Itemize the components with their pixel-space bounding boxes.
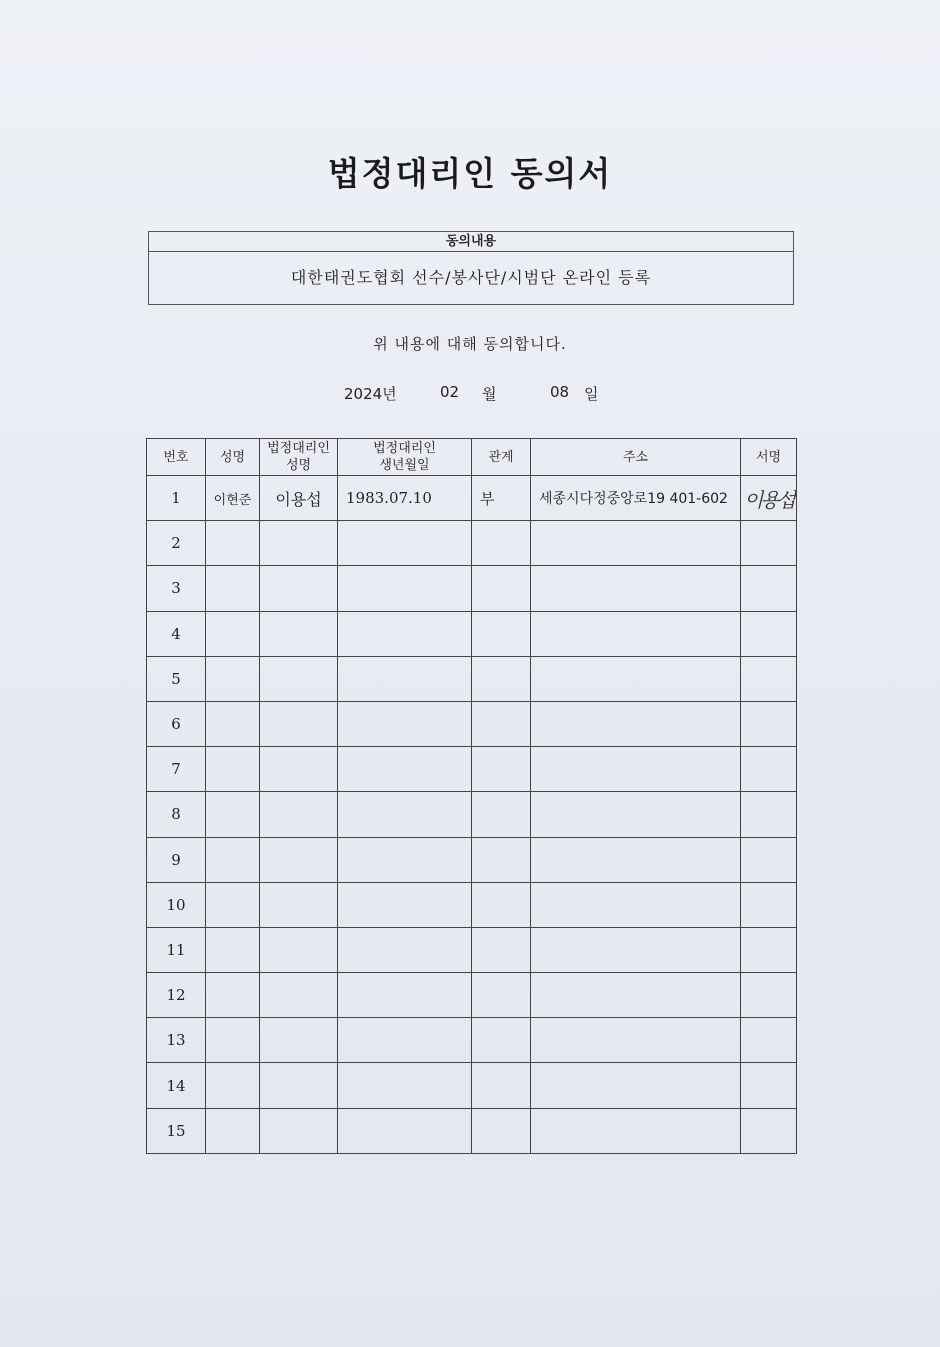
row-number: 3: [147, 566, 206, 611]
table-row: [147, 476, 797, 521]
row-guardian-name: [260, 521, 338, 566]
row-guardian-name: [260, 1108, 338, 1153]
registration-table: [146, 438, 797, 1154]
row-name: [206, 792, 260, 837]
row-signature: [741, 656, 797, 701]
row-guardian-name: [260, 792, 338, 837]
row-guardian-name: [260, 747, 338, 792]
header-guardian-name: [260, 439, 338, 476]
row-relation: [472, 656, 531, 701]
row-relation: [472, 973, 531, 1018]
row-number: 2: [147, 521, 206, 566]
table-row: [147, 566, 797, 611]
row-signature: [741, 566, 797, 611]
header-guardian-name-line1: 법정대리인: [267, 441, 330, 456]
row-relation: [472, 521, 531, 566]
table-row: [147, 611, 797, 656]
row-name: [206, 521, 260, 566]
row-address: [531, 566, 741, 611]
row-guardian-name: [260, 927, 338, 972]
page-title: 법정대리인 동의서: [327, 154, 613, 193]
table-row: [147, 656, 797, 701]
row-name: [206, 611, 260, 656]
row-name: [206, 837, 260, 882]
row-number: 12: [147, 973, 206, 1018]
agree-statement: 위 내용에 대해 동의합니다.: [373, 335, 567, 353]
date-month: 02: [440, 383, 460, 401]
table-row: [147, 837, 797, 882]
row-relation: [472, 747, 531, 792]
row-guardian-dob: [338, 973, 472, 1018]
row-guardian-dob: [338, 792, 472, 837]
row-address: [531, 701, 741, 746]
header-address: 주소: [531, 439, 741, 476]
row-guardian-dob: [338, 1018, 472, 1063]
row-relation: [472, 837, 531, 882]
row-name: [206, 656, 260, 701]
header-guardian-dob: [338, 439, 472, 476]
row-signature: [741, 792, 797, 837]
row-name: [206, 1063, 260, 1108]
row-relation: [472, 566, 531, 611]
date-day: 08: [550, 383, 570, 401]
row-number: 8: [147, 792, 206, 837]
date-month-unit: 월: [482, 385, 497, 403]
row-address: [531, 521, 741, 566]
row-number: 4: [147, 611, 206, 656]
row-guardian-name: 이용섭: [260, 476, 338, 521]
row-signature: [741, 521, 797, 566]
row-guardian-name: [260, 1018, 338, 1063]
row-number: 9: [147, 837, 206, 882]
header-guardian-dob-line1: 법정대리인: [373, 441, 436, 456]
row-address: [531, 837, 741, 882]
row-name: [206, 882, 260, 927]
row-number: 10: [147, 882, 206, 927]
row-guardian-dob: [338, 521, 472, 566]
row-relation: [472, 882, 531, 927]
handwritten-signature: 이용섭: [744, 487, 793, 512]
row-guardian-dob: [338, 566, 472, 611]
row-address: [531, 611, 741, 656]
row-address: [531, 973, 741, 1018]
row-name: [206, 1108, 260, 1153]
row-signature: [741, 476, 797, 521]
table-row: [147, 882, 797, 927]
row-signature: [741, 701, 797, 746]
row-number: 15: [147, 1108, 206, 1153]
row-guardian-dob: [338, 837, 472, 882]
row-guardian-name: [260, 882, 338, 927]
table-row: [147, 747, 797, 792]
row-number: 13: [147, 1018, 206, 1063]
row-name: [206, 701, 260, 746]
row-number: 11: [147, 927, 206, 972]
table-header-row: [147, 439, 797, 476]
row-address: 세종시다정중앙로19 401-602: [531, 476, 741, 521]
row-signature: [741, 882, 797, 927]
table-row: [147, 521, 797, 566]
row-signature: [741, 927, 797, 972]
row-signature: [741, 1108, 797, 1153]
row-name: [206, 747, 260, 792]
table-row: [147, 792, 797, 837]
row-name: 이현준: [206, 476, 260, 521]
consent-box: [148, 231, 794, 305]
row-guardian-dob: [338, 701, 472, 746]
row-guardian-name: [260, 701, 338, 746]
date-day-unit: 일: [584, 385, 599, 403]
table-row: [147, 701, 797, 746]
row-guardian-dob: [338, 1063, 472, 1108]
row-relation: [472, 701, 531, 746]
header-signature: 서명: [741, 439, 797, 476]
row-number: 5: [147, 656, 206, 701]
row-relation: [472, 792, 531, 837]
row-guardian-name: [260, 611, 338, 656]
row-number: 14: [147, 1063, 206, 1108]
row-signature: [741, 973, 797, 1018]
row-guardian-dob: [338, 611, 472, 656]
row-number: 1: [147, 476, 206, 521]
row-address: [531, 1108, 741, 1153]
row-name: [206, 566, 260, 611]
row-address: [531, 656, 741, 701]
row-address: [531, 927, 741, 972]
table-row: [147, 927, 797, 972]
header-relation: 관계: [472, 439, 531, 476]
row-signature: [741, 747, 797, 792]
row-address: [531, 1063, 741, 1108]
header-guardian-name-line2: 성명: [285, 458, 312, 473]
header-name: 성명: [206, 439, 260, 476]
row-relation: 부: [472, 476, 531, 521]
row-relation: [472, 1018, 531, 1063]
row-guardian-dob: [338, 882, 472, 927]
row-guardian-name: [260, 656, 338, 701]
row-signature: [741, 837, 797, 882]
table-row: [147, 1063, 797, 1108]
row-relation: [472, 611, 531, 656]
row-number: 6: [147, 701, 206, 746]
row-signature: [741, 611, 797, 656]
row-guardian-dob: [338, 747, 472, 792]
row-guardian-name: [260, 566, 338, 611]
row-guardian-dob: 1983.07.10: [338, 476, 472, 521]
row-relation: [472, 1108, 531, 1153]
row-address: [531, 882, 741, 927]
header-guardian-dob-line2: 생년월일: [379, 458, 430, 473]
row-guardian-dob: [338, 927, 472, 972]
row-relation: [472, 1063, 531, 1108]
row-guardian-dob: [338, 656, 472, 701]
row-name: [206, 973, 260, 1018]
consent-header: 동의내용: [149, 232, 793, 252]
row-guardian-name: [260, 1063, 338, 1108]
row-name: [206, 927, 260, 972]
row-address: [531, 747, 741, 792]
row-address: [531, 792, 741, 837]
row-guardian-name: [260, 973, 338, 1018]
row-address: [531, 1018, 741, 1063]
row-number: 7: [147, 747, 206, 792]
row-guardian-dob: [338, 1108, 472, 1153]
consent-body: 대한태권도협회 선수/봉사단/시범단 온라인 등록: [290, 268, 652, 287]
table-row: [147, 1018, 797, 1063]
row-relation: [472, 927, 531, 972]
row-guardian-name: [260, 837, 338, 882]
table-row: [147, 1108, 797, 1153]
table-row: [147, 973, 797, 1018]
row-name: [206, 1018, 260, 1063]
row-signature: [741, 1018, 797, 1063]
date-year: 2024년: [344, 385, 397, 403]
row-signature: [741, 1063, 797, 1108]
header-no: 번호: [147, 439, 206, 476]
